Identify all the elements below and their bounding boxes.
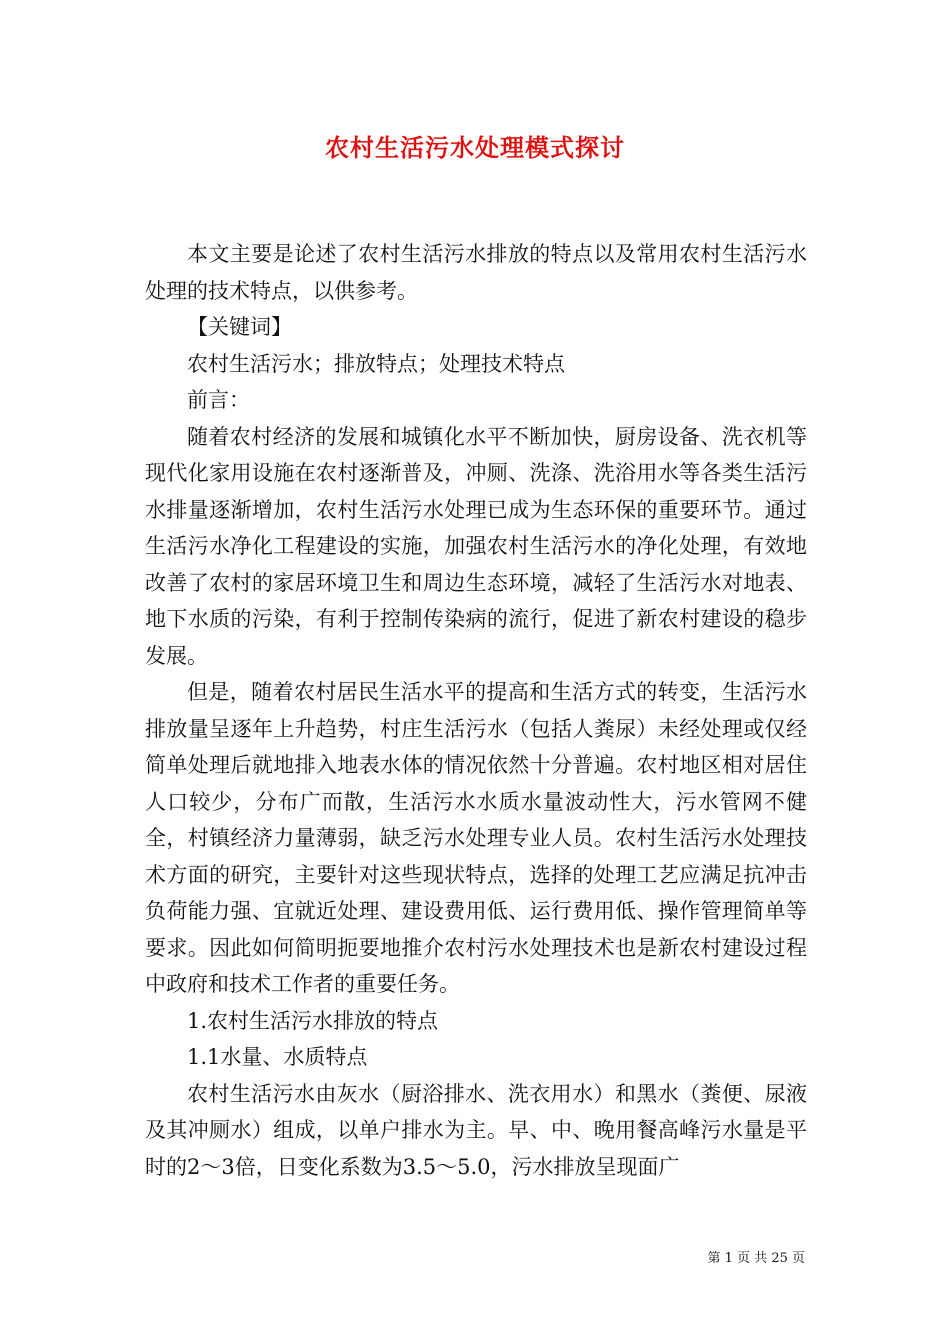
keywords-heading: 【关键词】 <box>187 315 292 339</box>
document-body <box>145 236 807 1185</box>
preface-heading: 前言： <box>187 388 250 412</box>
body-paragraph: 但是，随着农村居民生活水平的提高和生活方式的转变，生活污水排放量呈逐年上升趋势，村庄生活污水（包括人粪尿）未经处理或仅经简单处理后就地排入地表水体的情况依然十分普遍。农村地区相对居住人口较少，分布广而散，生活污水水质水量波动性大，污水管网不健全，村镇经济力量薄弱，缺乏污水处理专业人员。农村生活污水处理技术方面的研究，主要针对这些现状特点，选择的处理工艺应满足抗冲击负荷能力强、宜就近处理、建设费用低、运行费用低、操作管理简单等要求。因此如何简明扼要地推介农村污水处理技术也是新农村建设过程中政府和技术工作者的重要任务。 <box>145 680 807 996</box>
section-heading: 1.农村生活污水排放的特点 <box>187 1008 439 1033</box>
abstract-paragraph: 本文主要是论述了农村生活污水排放的特点以及常用农村生活污水处理的技术特点，以供参考。 <box>145 242 807 303</box>
document-title: 农村生活污水处理模式探讨 <box>325 133 625 162</box>
subsection-heading: 1.1水量、水质特点 <box>187 1045 368 1069</box>
body-paragraph: 农村生活污水由灰水（厨浴排水、洗衣用水）和黑水（粪便、尿液及其冲厕水）组成，以单户排水为主。早、中、晚用餐高峰污水量是平时的2～3倍，日变化系数为3.5～5.0，污水排放呈现面广 <box>145 1081 807 1179</box>
body-paragraph: 随着农村经济的发展和城镇化水平不断加快，厨房设备、洗衣机等现代化家用设施在农村逐渐普及，冲厕、洗涤、洗浴用水等各类生活污水排量逐渐增加，农村生活污水处理已成为生态环保的重要环节。通过生活污水净化工程建设的实施，加强农村生活污水的净化处理，有效地改善了农村的家居环境卫生和周边生态环境，减轻了生活污水对地表、地下水质的污染，有利于控制传染病的流行，促进了新农村建设的稳步发展。 <box>145 424 807 668</box>
keywords-list: 农村生活污水；排放特点；处理技术特点 <box>187 351 565 376</box>
page-number: 第 1 页 共 25 页 <box>707 1251 805 1266</box>
